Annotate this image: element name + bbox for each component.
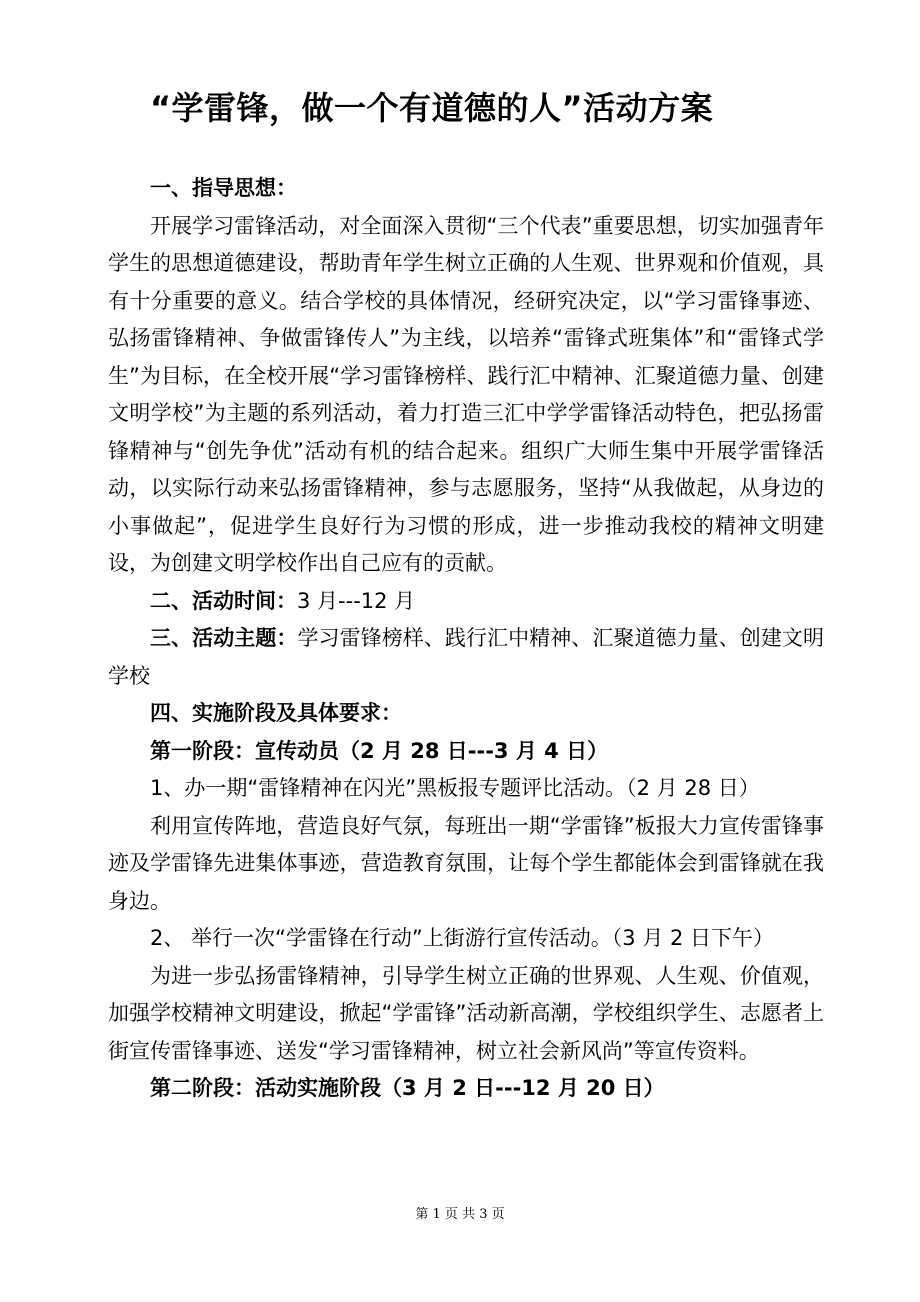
section-heading-stages: 四、实施阶段及具体要求： [150, 701, 402, 725]
activity-theme-label: 三、活动主题： [150, 626, 298, 650]
section-activity-time [108, 583, 824, 621]
stage-1-heading: 第一阶段：宣传动员（2 月 28 日---3 月 4 日） [150, 738, 609, 763]
item-1-title: 1、办一期“雷锋精神在闪光”黑板报专题评比活动。（2 月 28 日） [150, 776, 760, 800]
item-2-title: 2、 举行一次“学雷锋在行动”上街游行宣传活动。（3 月 2 日下午） [150, 926, 775, 950]
item-1-body: 利用宣传阵地，营造良好气氛，每班出一期“学雷锋”板报大力宣传雷锋事迹及学雷锋先进集体事迹，营造教育氛围，让每个学生都能体会到雷锋就在我身边。 [108, 813, 824, 913]
document-title: “学雷锋，做一个有道德的人”活动方案 [150, 89, 714, 127]
item-2-body: 为进一步弘扬雷锋精神，引导学生树立正确的世界观、人生观、价值观，加强学校精神文明建设，掀起“学雷锋”活动新高潮，学校组织学生、志愿者上街宣传雷锋事迹、送发“学习雷锋精神，树立社会新风尚”等宣传资料。 [108, 963, 824, 1063]
paragraph-guiding-thought: 开展学习雷锋活动，对全面深入贯彻“三个代表”重要思想，切实加强青年学生的思想道德建设，帮助青年学生树立正确的人生观、世界观和价值观，具有十分重要的意义。结合学校的具体情况，经研究决定，以“学习雷锋事迹、弘扬雷锋精神、争做雷锋传人”为主线，以培养“雷锋式班集体”和“雷锋式学生”为目标，在全校开展“学习雷锋榜样、践行汇中精神、汇聚道德力量、创建文明学校”为主题的系列活动，着力打造三汇中学学雷锋活动特色，把弘扬雷锋精神与“创先争优”活动有机的结合起来。组织广大师生集中开展学雷锋活动，以实际行动来弘扬雷锋精神，参与志愿服务，坚持“从我做起，从身边的小事做起”，促进学生良好行为习惯的形成，进一步推动我校的精神文明建设，为创建文明学校作出自己应有的贡献。 [108, 213, 824, 575]
document-body [108, 170, 824, 1108]
section-activity-theme [108, 620, 824, 695]
section-heading-guiding-thought: 一、指导思想： [150, 176, 297, 200]
activity-theme-value: 学习雷锋榜样、践行汇中精神、汇聚道德力量、创建文明学校 [108, 626, 824, 688]
page-footer: 第 1 页 共 3 页 [415, 1207, 505, 1222]
activity-time-label: 二、活动时间： [150, 588, 297, 613]
activity-time-value: 3 月---12 月 [297, 588, 416, 613]
stage-2-heading: 第二阶段：活动实施阶段（3 月 2 日---12 月 20 日） [150, 1076, 665, 1100]
